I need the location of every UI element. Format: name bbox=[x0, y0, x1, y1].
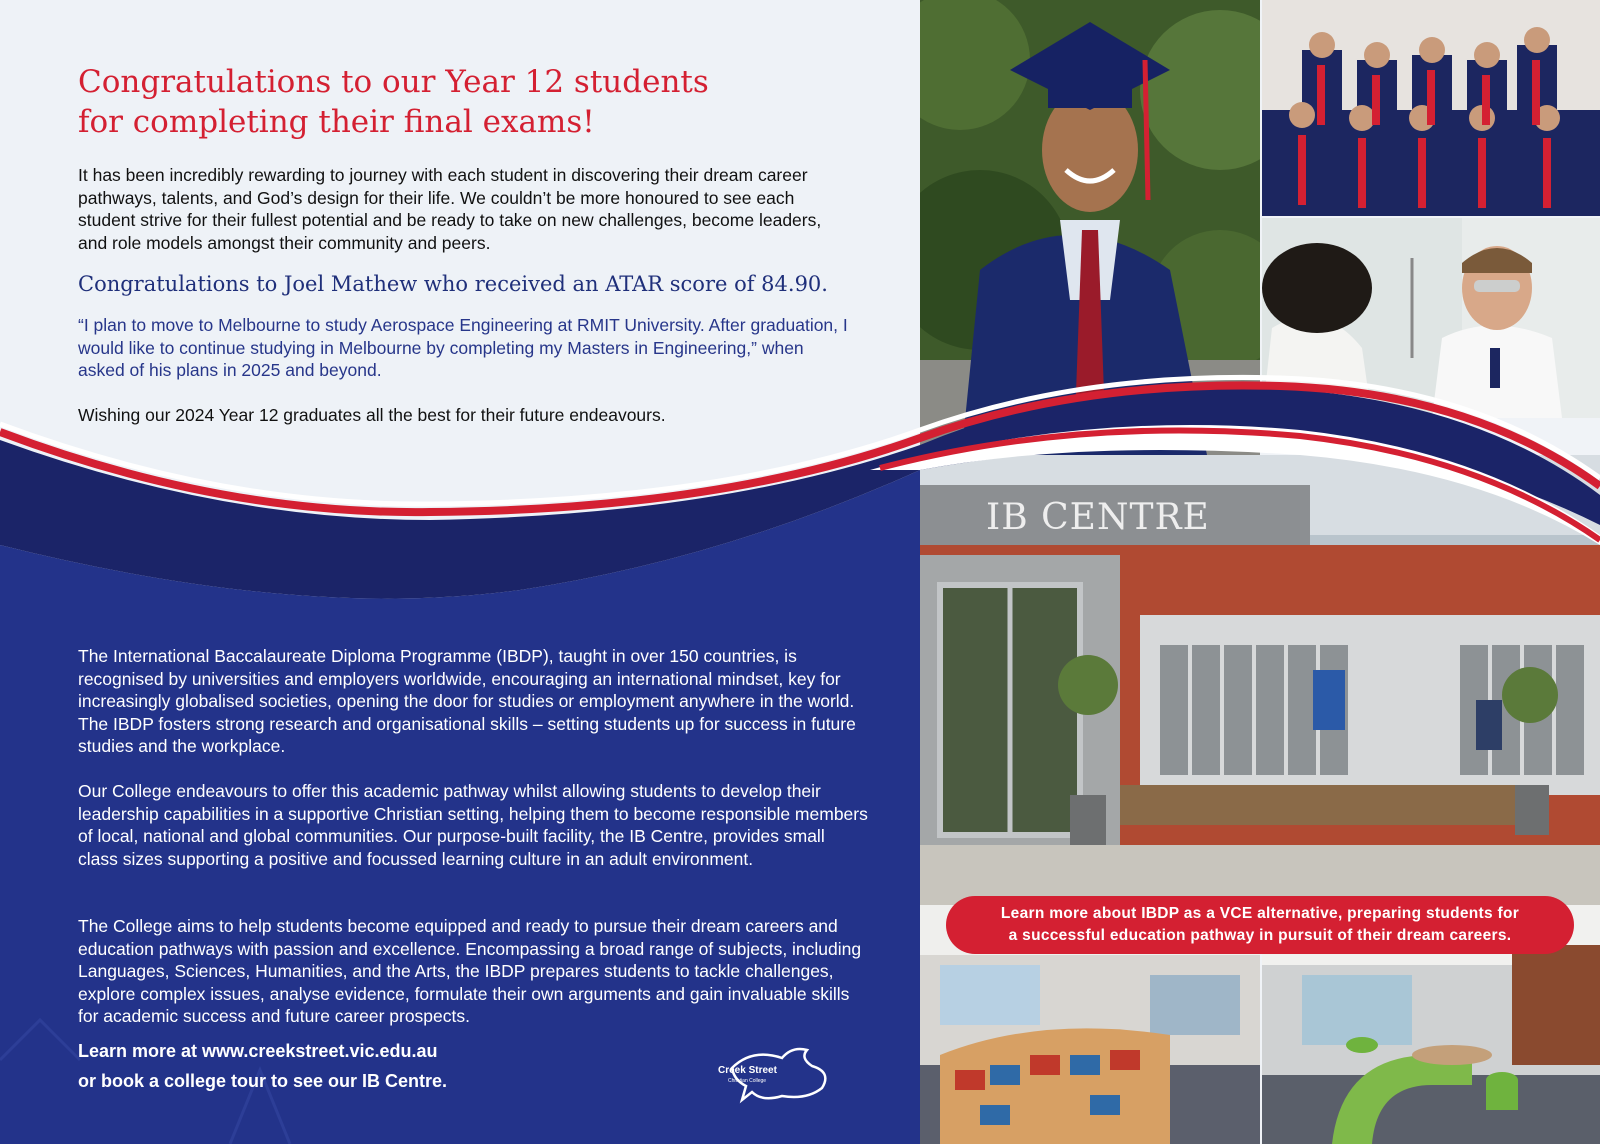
wish-text: Wishing our 2024 Year 12 graduates all the best for their future endeavours. bbox=[78, 405, 666, 425]
promo-banner bbox=[946, 896, 1574, 954]
logo-name: Creek Street bbox=[718, 1065, 777, 1076]
ibdp-paragraph-3: The College aims to help students become equipped and ready to pursue their dream careers and education pathways with passion and excellence. Encompassing a broad range of subjects, including Languages, Sciences, Humanities, and the Arts, the IBDP prepares students to tackle challenges, explore complex issues, analyse evidence, formulate their own arguments and gain invaluable skills for academic success and future career prospects. bbox=[78, 916, 862, 1026]
logo-subtitle: Christian College bbox=[728, 1078, 767, 1084]
student-quote: “I plan to move to Melbourne to study Aerospace Engineering at RMIT University. After graduation, I would like to continue studying in Melbourne by completing my Masters in Engineering,” when asked of his plans in 2025 and beyond. bbox=[78, 315, 848, 380]
headline bbox=[78, 62, 778, 142]
achievement-heading: Congratulations to Joel Mathew who received an ATAR score of 84.90. bbox=[78, 272, 828, 296]
ibdp-paragraph-2: Our College endeavours to offer this academic pathway whilst allowing students to develop their leadership capabilities in a supportive Christian setting, helping them to become responsible members of local, national and global communities. Our purpose-built facility, the IB Centre, provides small class sizes supporting a positive and focussed learning culture in an adult environment. bbox=[78, 781, 868, 869]
building-sign: IB CENTRE bbox=[986, 497, 1210, 538]
promo-line-2: a successful education pathway in pursuit of their dream careers. bbox=[1008, 927, 1512, 944]
cta-line-1[interactable]: Learn more at www.creekstreet.vic.edu.au bbox=[78, 1041, 438, 1061]
intro-paragraph: It has been incredibly rewarding to journey with each student in discovering their dream career pathways, talents, and God’s design for their life. We couldn’t be more honoured to see each student strive for their fullest potential and be ready to take on new challenges, become leaders, and role models amongst their community and peers. bbox=[78, 165, 822, 253]
cta-line-2: or book a college tour to see our IB Centre. bbox=[78, 1071, 448, 1091]
headline-line-2: for completing their final exams! bbox=[78, 104, 595, 140]
headline-line-1: Congratulations to our Year 12 students bbox=[78, 64, 709, 100]
call-to-action bbox=[78, 1036, 447, 1096]
promo-line-1: Learn more about IBDP as a VCE alternative, preparing students for bbox=[1000, 905, 1520, 922]
ibdp-paragraph-1: The International Baccalaureate Diploma Programme (IBDP), taught in over 150 countries, is recognised by universities and employers worldwide, encouraging an international mindset, key for increasingly globalised societies, opening the door for studies or employment anywhere in the world. The IBDP fosters strong research and organisational skills – setting students up for success in future studies and the workplace. bbox=[78, 646, 856, 756]
